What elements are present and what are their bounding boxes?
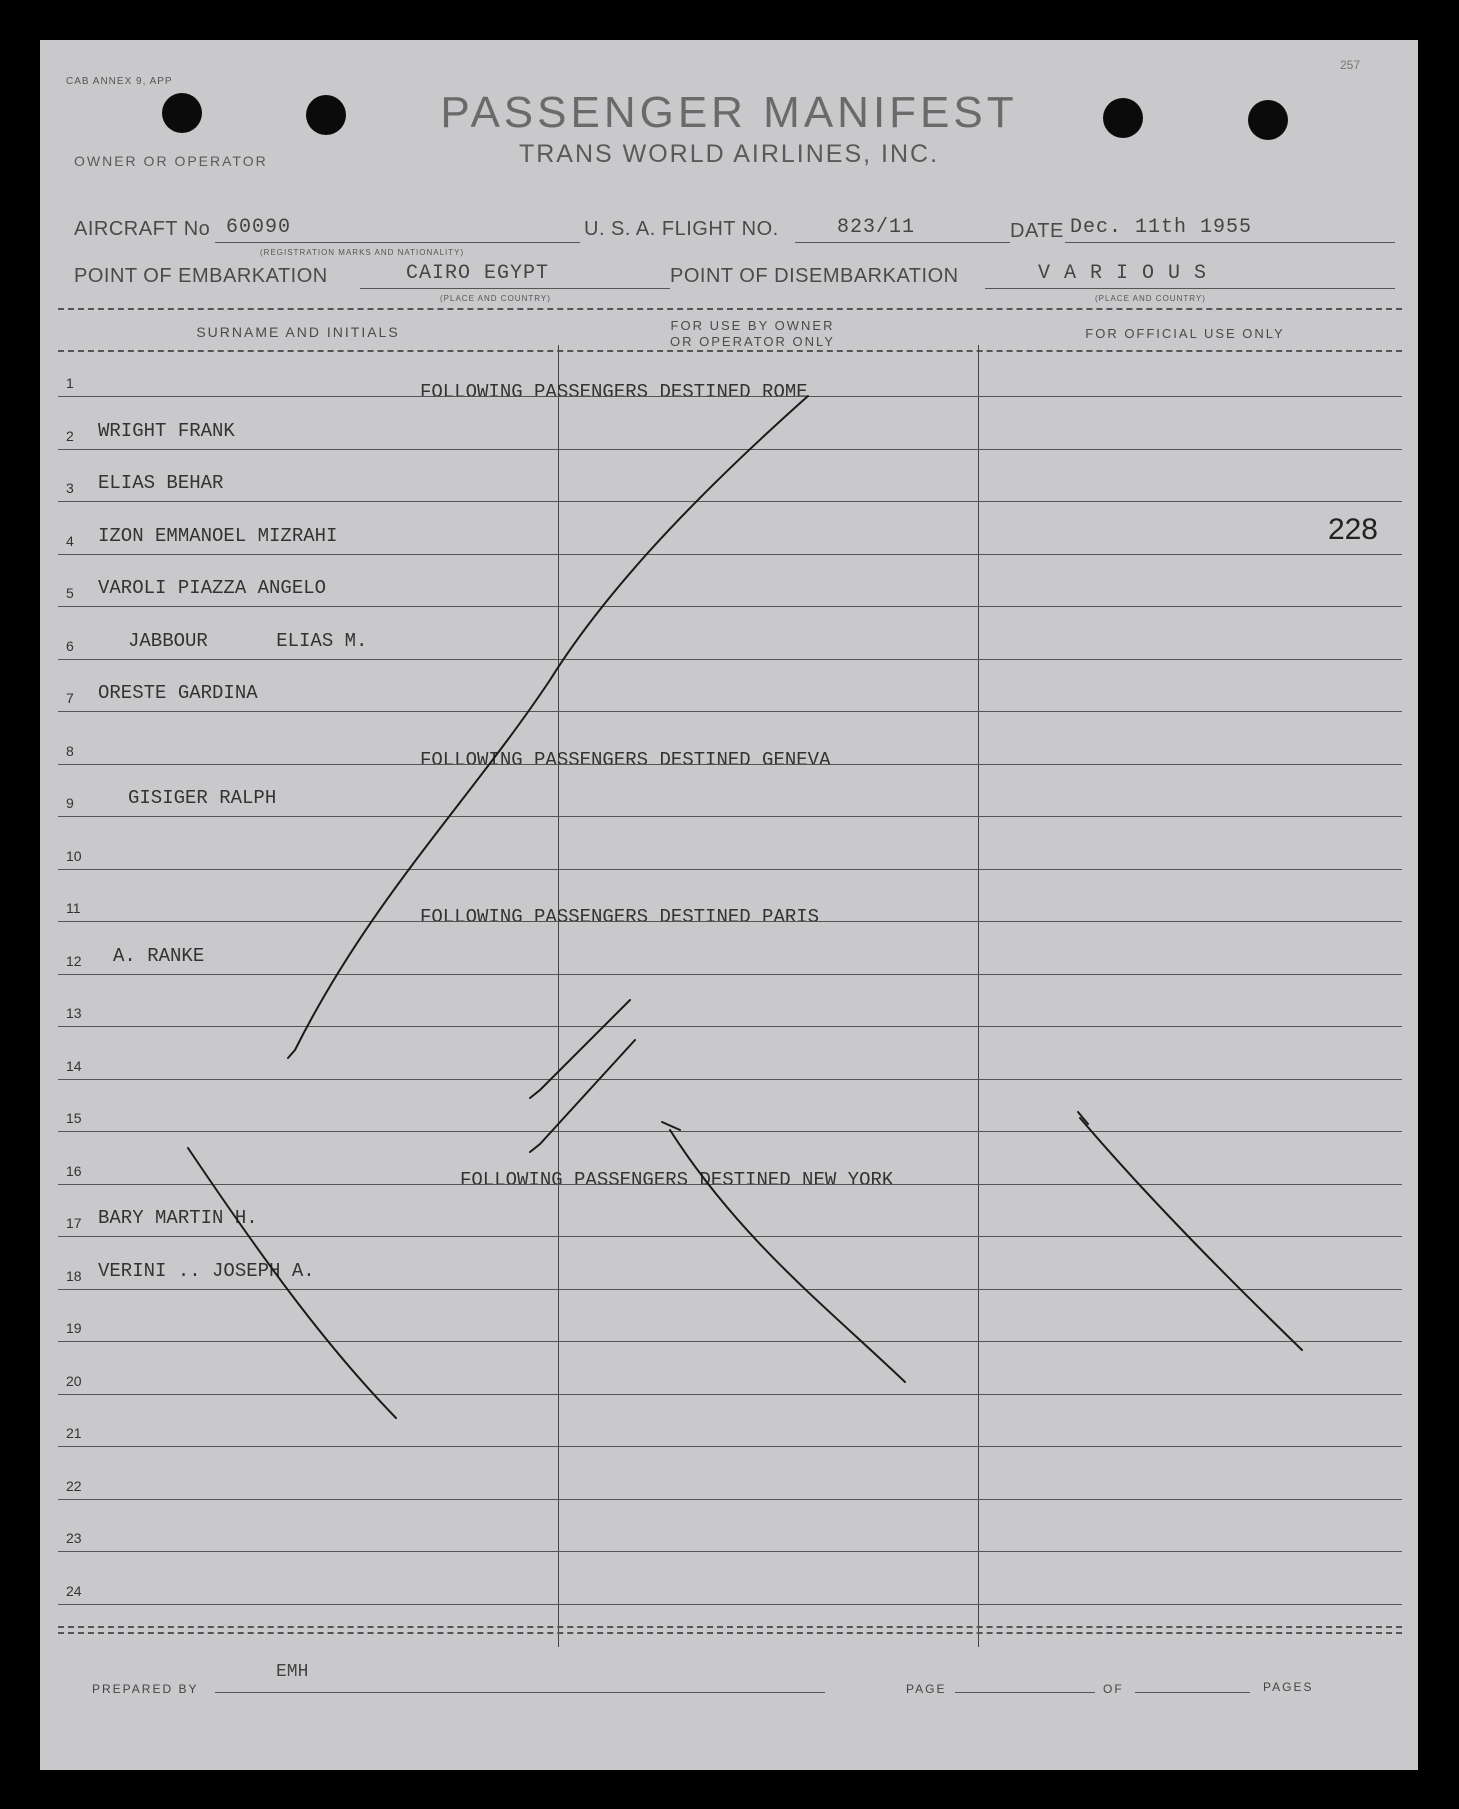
row-number: 4 [66, 532, 74, 549]
prepared-by-value: EMH [276, 1662, 309, 1682]
manifest-page [40, 40, 1418, 1770]
airline-name: TRANS WORLD AIRLINES, INC. [518, 140, 940, 168]
pen-marks [40, 40, 1418, 1770]
strike-line-rome-paris [288, 396, 808, 1058]
row-number: 15 [66, 1110, 82, 1126]
row-number: 13 [66, 1005, 82, 1021]
passenger-name: VERINI .. JOSEPH A. [98, 1259, 315, 1282]
disembarkation-label: POINT OF DISEMBARKATION [670, 265, 959, 287]
row-number: 3 [66, 480, 74, 496]
row-number: 10 [66, 847, 82, 864]
embarkation-value: CAIRO EGYPT [406, 262, 550, 285]
form-reference: CAB ANNEX 9, APP [66, 76, 173, 87]
passenger-name: VAROLI PIAZZA ANGELO [98, 577, 327, 599]
row-number: 18 [66, 1267, 82, 1284]
passenger-name: A. RANKE [113, 944, 205, 967]
destination-note: FOLLOWING PASSENGERS DESTINED NEW YORK [460, 1168, 894, 1191]
destination-note: FOLLOWING PASSENGERS DESTINED ROME [420, 381, 808, 403]
of-label: OF [1103, 1682, 1124, 1696]
row-number: 5 [66, 585, 74, 601]
prepared-by-label: PREPARED BY [92, 1682, 199, 1696]
flight-value: 823/11 [837, 216, 916, 239]
row-number: 6 [66, 637, 74, 654]
passenger-name: ELIAS BEHAR [98, 472, 224, 494]
check-mark-18 [530, 1040, 635, 1152]
row-number: 24 [66, 1582, 82, 1599]
passenger-name: BARY MARTIN H. [98, 1207, 258, 1229]
column-owner-use-line1: FOR USE BY OWNER [670, 318, 835, 333]
flight-label: U. S. A. FLIGHT NO. [584, 218, 779, 240]
row-number: 9 [66, 795, 74, 811]
strike-line-col2-bottom [670, 1130, 905, 1382]
row-number: 23 [66, 1530, 82, 1546]
row-number: 19 [66, 1320, 82, 1336]
row-number: 14 [66, 1057, 82, 1074]
strike-line-col3-bottom [1080, 1118, 1302, 1350]
embarkation-caption: (PLACE AND COUNTRY) [440, 294, 551, 303]
pages-label: PAGES [1263, 1680, 1314, 1694]
check-mark-17 [530, 1000, 630, 1098]
embarkation-label: POINT OF EMBARKATION [74, 265, 328, 287]
destination-note: FOLLOWING PASSENGERS DESTINED GENEVA [420, 748, 831, 771]
strike-line-col2-arrow [662, 1122, 680, 1130]
aircraft-label: AIRCRAFT No [74, 218, 211, 240]
passenger-name: JABBOUR ELIAS M. [128, 629, 368, 652]
passenger-name: IZON EMMANOEL MIZRAHI [98, 524, 338, 547]
row-number: 1 [66, 375, 74, 391]
passenger-name: ORESTE GARDINA [98, 682, 258, 704]
row-number: 8 [66, 742, 74, 759]
disembarkation-caption: (PLACE AND COUNTRY) [1095, 294, 1206, 303]
row-number: 17 [66, 1215, 82, 1231]
owner-label: OWNER OR OPERATOR [74, 153, 268, 169]
manifest-title: PASSENGER MANIFEST [440, 88, 1018, 137]
column-surname: SURNAME AND INITIALS [196, 324, 400, 340]
passenger-name: GISIGER RALPH [128, 787, 277, 809]
official-use-value: 228 [1327, 512, 1378, 546]
aircraft-caption: (REGISTRATION MARKS AND NATIONALITY) [260, 248, 465, 257]
row-number: 7 [66, 690, 74, 706]
row-number: 11 [66, 900, 81, 916]
row-number: 20 [66, 1372, 82, 1389]
passenger-name: WRIGHT FRANK [98, 419, 235, 442]
column-official-use: FOR OFFICIAL USE ONLY [1085, 326, 1285, 341]
date-label: DATE [1010, 220, 1064, 242]
row-number: 22 [66, 1477, 82, 1494]
row-number: 12 [66, 952, 82, 969]
destination-note: FOLLOWING PASSENGERS DESTINED PARIS [420, 906, 820, 928]
row-number: 16 [66, 1162, 82, 1179]
column-owner-use-line2: OR OPERATOR ONLY [670, 334, 835, 349]
page-mark: 257 [1340, 58, 1361, 72]
page-label: PAGE [906, 1682, 947, 1696]
strike-line-col1-bottom [188, 1148, 396, 1418]
row-number: 2 [66, 427, 74, 444]
disembarkation-value: V A R I O U S [1038, 262, 1208, 285]
row-number: 21 [66, 1425, 82, 1441]
date-value: Dec. 11th 1955 [1070, 216, 1253, 239]
aircraft-value: 60090 [226, 216, 292, 239]
